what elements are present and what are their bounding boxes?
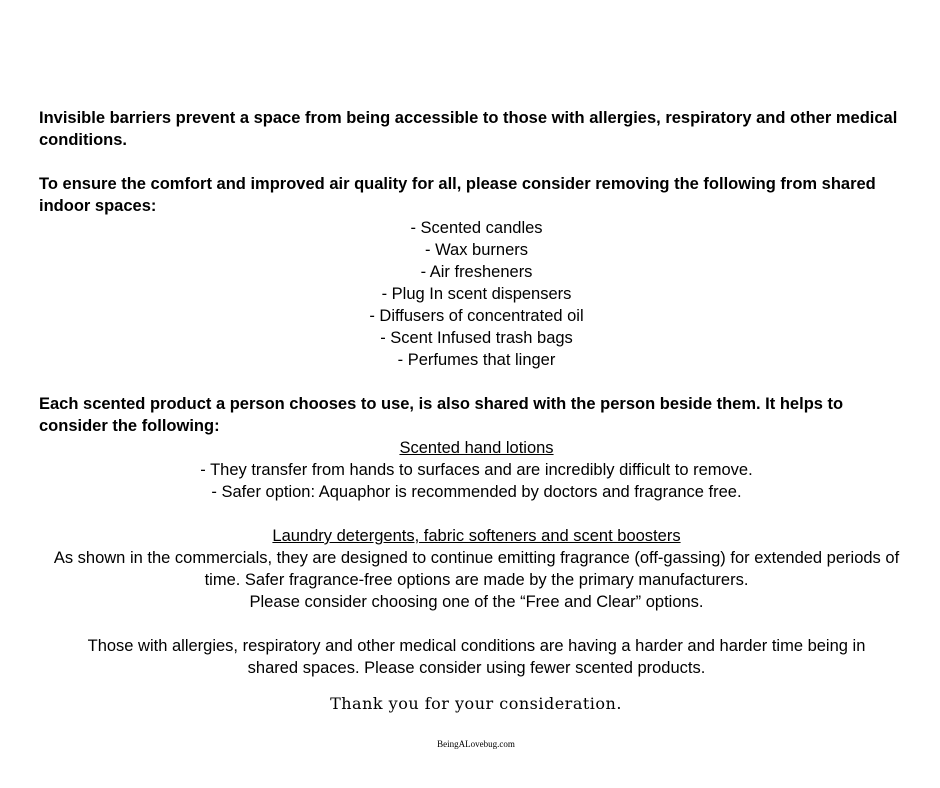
spacer [39,503,914,525]
lotions-heading [39,437,914,459]
list-item: - Diffusers of concentrated oil [369,307,584,325]
lotions-point: - They transfer from hands to surfaces and are incredibly difficult to remove. [200,461,753,479]
thank-you-line: Thank you for your consideration. [330,694,622,713]
lotions-point: - Safer option: Aquaphor is recommended by doctors and fragrance free. [211,483,742,501]
lotions-heading-text: Scented hand lotions [399,439,554,457]
laundry-consider: Please consider choosing one of the “Free and Clear” options. [249,593,704,611]
laundry-body: As shown in the commercials, they are designed to continue emitting fragrance (off-gassing) for extended periods of time. Safer fragrance-free options are made by the primary manufacturers. [53,549,900,589]
list-item: - Scented candles [410,219,543,237]
notice-document [39,107,914,679]
list-item: - Scent Infused trash bags [380,329,573,347]
laundry-heading [39,525,914,547]
remove-list [39,217,914,371]
shared-statement: Each scented product a person chooses to use, is also shared with the person beside them. It helps to consider the following: [39,395,844,435]
list-item: - Air fresheners [420,263,533,281]
site-footer: BeingALovebug.com [437,739,515,749]
spacer [39,371,914,393]
list-item: - Wax burners [425,241,528,259]
intro-barriers: Invisible barriers prevent a space from being accessible to those with allergies, respiratory and other medical conditions. [39,109,898,149]
spacer [39,613,914,635]
list-item: - Perfumes that linger [397,351,556,369]
spacer [39,151,914,173]
closing-statement: Those with allergies, respiratory and other medical conditions are having a harder and harder time being in shared spaces. Please consider using fewer scented products. [87,637,866,677]
intro-ensure: To ensure the comfort and improved air quality for all, please consider removing the following from shared indoor spaces: [39,175,876,215]
list-item: - Plug In scent dispensers [381,285,572,303]
laundry-heading-text: Laundry detergents, fabric softeners and scent boosters [272,527,681,545]
